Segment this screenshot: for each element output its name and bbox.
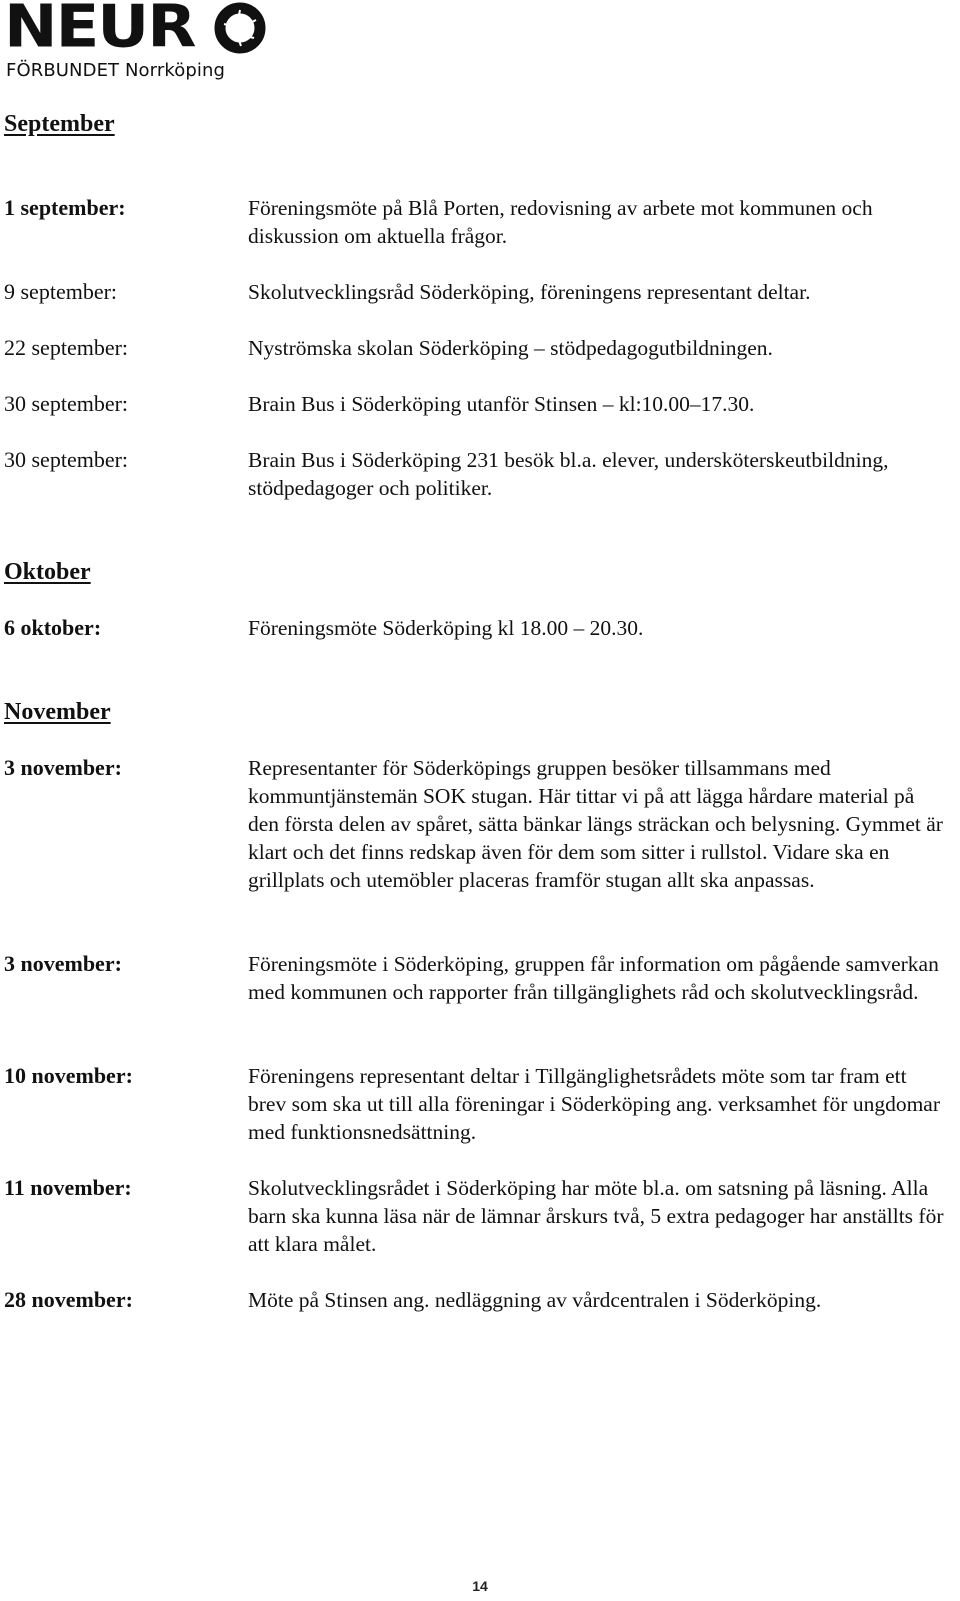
entry-text: Skolutvecklingsrådet i Söderköping har möte bl.a. om satsning på läsning. Alla barn ska kunna läsa när de lämnar årskurs två, 5 extra pedagoger har anställts för att klara målet. <box>248 1176 944 1256</box>
section-heading-november: November <box>4 699 111 725</box>
page-number: 14 <box>472 1578 488 1594</box>
section-heading-september: September <box>4 111 115 137</box>
entry-text: Föreningsmöte Söderköping kl 18.00 – 20.30. <box>248 616 644 640</box>
entry-date: 22 september: <box>4 335 129 360</box>
entry-date: 6 oktober: <box>4 615 102 640</box>
entry-date: 11 november: <box>4 1175 132 1200</box>
entry-text: Skolutvecklingsråd Söderköping, föreningens representant deltar. <box>248 280 811 304</box>
entry-date: 10 november: <box>4 1063 133 1088</box>
entry-text: Föreningsmöte på Blå Porten, redovisning av arbete mot kommunen och diskussion om aktuella frågor. <box>248 196 873 248</box>
logo-subtitle: FÖRBUNDET Norrköping <box>6 60 225 81</box>
entry-text: Representanter för Söderköpings gruppen besöker tillsammans med kommuntjänstemän SOK stugan. Här tittar vi på att lägga hårdare material på den första delen av spåret, sätta bänkar längs sträckan och belysning. Gymmet är klart och det finns redskap även för dem som sitter i rullstol. Vidare ska en grillplats och utemöbler placeras framför stugan allt ska anpassas. <box>248 756 943 892</box>
entry-text: Föreningens representant deltar i Tillgänglighetsrådets möte som tar fram ett brev som ska ut till alla föreningar i Söderköping ang. verksamhet för ungdomar med funktionsnedsättning. <box>248 1064 941 1144</box>
entry-date: 3 november: <box>4 755 122 780</box>
entry-text: Föreningsmöte i Söderköping, gruppen får information om pågående samverkan med kommunen och rapporter från tillgänglighets råd och skolutvecklingsråd. <box>248 952 939 1004</box>
entry-date: 30 september: <box>4 447 129 472</box>
entry-text: Brain Bus i Söderköping utanför Stinsen – kl:10.00–17.30. <box>248 392 755 416</box>
entry-date: 3 november: <box>4 951 122 976</box>
entry-text: Nyströmska skolan Söderköping – stödpedagogutbildningen. <box>248 336 773 360</box>
entry-text: Möte på Stinsen ang. nedläggning av vårdcentralen i Söderköping. <box>248 1288 822 1312</box>
entry-date: 9 september: <box>4 279 118 304</box>
section-heading-oktober: Oktober <box>4 559 91 585</box>
entry-date: 30 september: <box>4 391 129 416</box>
logo-brain-o-icon <box>214 2 266 54</box>
neuro-logo <box>4 0 266 86</box>
entry-date: 1 september: <box>4 195 126 220</box>
entry-date: 28 november: <box>4 1287 133 1312</box>
entry-text: Brain Bus i Söderköping 231 besök bl.a. elever, undersköterskeutbildning, stödpedagoger och politiker. <box>248 448 889 500</box>
logo-wordmark: NEUR <box>4 0 195 62</box>
